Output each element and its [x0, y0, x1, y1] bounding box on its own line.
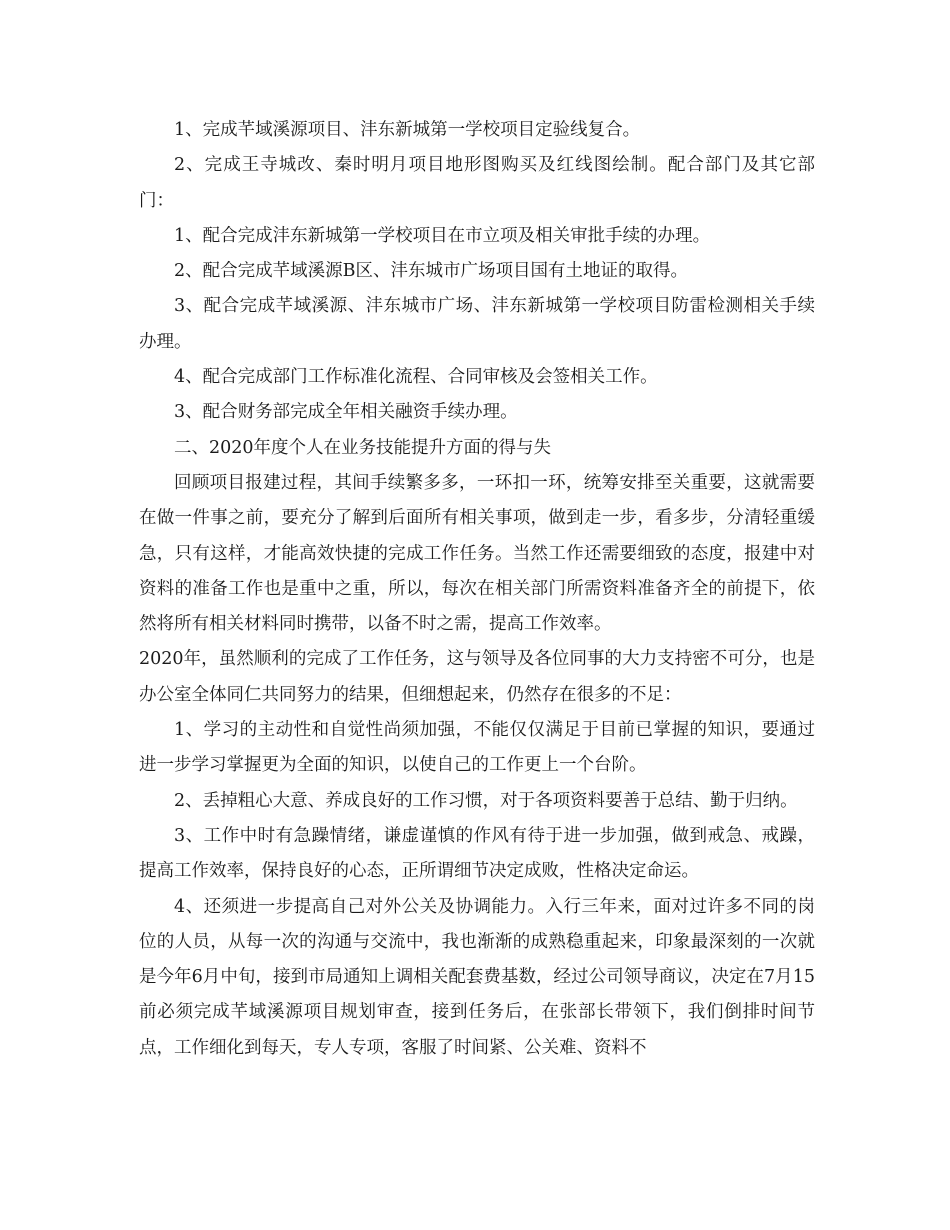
paragraph-14: 4、还须进一步提高自己对外公关及协调能力。入行三年来，面对过许多不同的岗位的人员，从每一次的沟通与交流中，我也渐渐的成熟稳重起来，印象最深刻的一次就是今年6月中旬，接到市局通知上调相关配套费基数，经过公司领导商议，决定在7月15前必须完成芊域溪源项目规划审查，接到任务后，在张部长带领下，我们倒排时间节点，工作细化到每天，专人专项，客服了时间紧、公关难、资料不	[139, 896, 815, 1058]
paragraph-7: 3、配合财务部完成全年相关融资手续办理。	[174, 402, 518, 423]
paragraph-12: 2、丢掉粗心大意、养成良好的工作习惯，对于各项资料要善于总结、勤于归纳。	[174, 790, 798, 811]
paragraph-3: 1、配合完成沣东新城第一学校项目在市立项及相关审批手续的办理。	[174, 225, 711, 246]
paragraph-10: 2020年，虽然顺利的完成了工作任务，这与领导及各位同事的大力支持密不可分，也是办公室全体同仁共同努力的结果，但细想起来，仍然存在很多的不足：	[139, 649, 815, 705]
paragraph-4: 2、配合完成芊域溪源B区、沣东城市广场项目国有土地证的取得。	[174, 261, 688, 282]
paragraph-6: 4、配合完成部门工作标准化流程、合同审核及会签相关工作。	[174, 367, 658, 388]
paragraph-11: 1、学习的主动性和自觉性尚须加强，不能仅仅满足于目前已掌握的知识，要通过进一步学习掌握更为全面的知识，以使自己的工作更上一个台阶。	[139, 720, 815, 776]
section-heading: 二、2020年度个人在业务技能提升方面的得与失	[174, 437, 552, 458]
paragraph-5: 3、配合完成芊域溪源、沣东城市广场、沣东新城第一学校项目防雷检测相关手续办理。	[139, 296, 815, 352]
paragraph-13: 3、工作中时有急躁情绪，谦虚谨慎的作风有待于进一步加强，做到戒急、戒躁，提高工作效率，保持良好的心态，正所谓细节决定成败，性格决定命运。	[139, 825, 815, 882]
document-body	[139, 113, 815, 1066]
paragraph-9: 回顾项目报建过程，其间手续繁多多，一环扣一环，统筹安排至关重要，这就需要在做一件事之前，要充分了解到后面所有相关事项，做到走一步，看多步，分清轻重缓急，只有这样，才能高效快捷的完成工作任务。当然工作还需要细致的态度，报建中对资料的准备工作也是重中之重，所以，每次在相关部门所需资料准备齐全的前提下，依然将所有相关材料同时携带，以备不时之需，提高工作效率。	[139, 472, 815, 635]
paragraph-2: 2、完成王寺城改、秦时明月项目地形图购买及红线图绘制。配合部门及其它部门：	[139, 155, 815, 211]
paragraph-1: 1、完成芊域溪源项目、沣东新城第一学校项目定验线复合。	[174, 120, 641, 140]
